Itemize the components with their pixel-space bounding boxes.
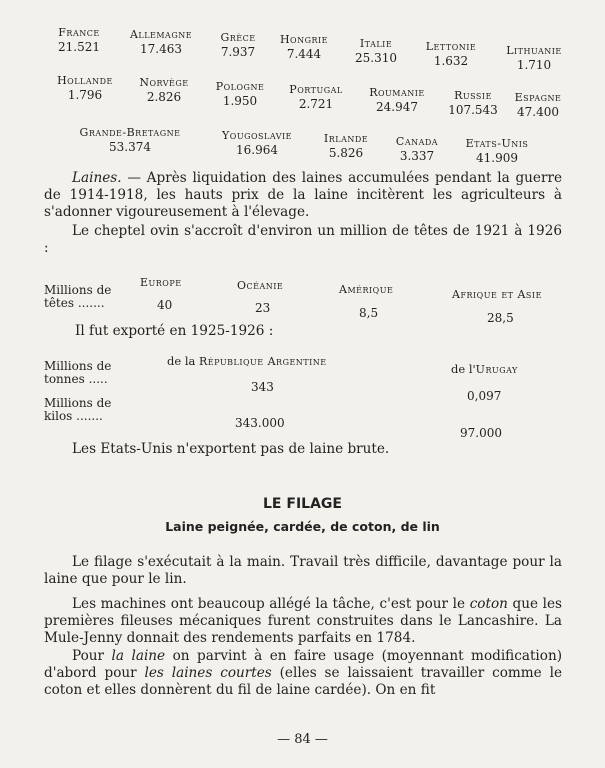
- cheptel-paragraph: Le cheptel ovin s'accroît d'environ un million de têtes de 1921 à 1926 :: [44, 223, 562, 256]
- country-cell: Grande-Bretagne 53.374: [79, 126, 181, 154]
- region-header: Océanie: [237, 279, 284, 292]
- country-cell: Grèce 7.937: [220, 31, 256, 59]
- country-cell: Lithuanie 1.710: [506, 44, 562, 72]
- region-value: 40: [157, 298, 173, 312]
- export-row1-argentine: 343: [251, 380, 274, 394]
- country-cell: Portugal 2.721: [289, 83, 343, 111]
- country-cell: Espagne 47.400: [514, 91, 562, 119]
- country-cell: France 21.521: [58, 26, 100, 54]
- page-number: — 84 —: [277, 732, 328, 747]
- filage-paragraph-2: Les machines ont beaucoup allégé la tâche, c'est pour le coton que les premières fileuses mécaniques furent construites dans le Lancashire. La Mule-Jenny donnait des rendements parfaits en 1784.: [44, 596, 562, 646]
- section-subtitle: Laine peignée, cardée, de coton, de lin: [165, 519, 440, 534]
- filage-paragraph-1: Le filage s'exécutait à la main. Travail très difficile, davantage pour la laine que pour le lin.: [44, 554, 562, 587]
- country-cell: Yougoslavie 16.964: [222, 129, 292, 157]
- export-note: Les Etats-Unis n'exportent pas de laine brute.: [72, 441, 390, 457]
- export-row1-urugay: 0,097: [467, 389, 502, 403]
- export-row2-label: Millions de kilos .......: [44, 396, 112, 423]
- country-cell: Lettonie 1.632: [425, 40, 477, 68]
- cheptel-label: Millions de têtes .......: [44, 283, 112, 310]
- laines-heading: Laines.: [72, 170, 122, 186]
- export-row2-argentine: 343.000: [235, 416, 285, 430]
- filage-paragraph-3: Pour la laine on parvint à en faire usage (moyennant modification) d'abord pour les laines courtes (elles se laissaient travailler comme le coton et elles donnèrent du fil de laine cardée). On en fit: [44, 648, 563, 698]
- export-row1-label: Millions de tonnes .....: [44, 359, 112, 386]
- country-cell: Russie 107.543: [448, 89, 498, 117]
- country-cell: Hongrie 7.444: [279, 33, 329, 61]
- country-cell: Allemagne 17.463: [129, 28, 193, 56]
- export-row2-urugay: 97.000: [460, 426, 502, 440]
- country-cell: Irlande 5.826: [323, 132, 369, 160]
- export-intro: Il fut exporté en 1925-1926 :: [75, 323, 274, 339]
- region-header: Afrique et Asie: [452, 288, 542, 301]
- laines-paragraph: Laines. — Après liquidation des laines accumulées pendant la guerre de 1914-1918, les hauts prix de la laine incitèrent les agriculteurs à s'adonner vigoureusement à l'élevage.: [44, 170, 562, 220]
- country-cell: Pologne 1.950: [215, 80, 265, 108]
- region-header: Amérique: [339, 283, 394, 296]
- region-value: 28,5: [487, 311, 514, 325]
- country-cell: Italie 25.310: [355, 37, 397, 65]
- country-cell: Roumanie 24.947: [369, 86, 425, 114]
- region-value: 23: [255, 301, 271, 315]
- export-col-urugay: de l'Urugay: [451, 362, 518, 376]
- country-cell: Etats-Unis 41.909: [465, 137, 529, 165]
- section-title: LE FILAGE: [263, 496, 342, 512]
- country-cell: Canada 3.337: [395, 135, 439, 163]
- region-header: Europe: [140, 276, 182, 289]
- country-cell: Hollande 1.796: [57, 74, 113, 102]
- country-cell: Norvège 2.826: [139, 76, 189, 104]
- export-col-argentine: de la République Argentine: [167, 354, 327, 368]
- region-value: 8,5: [359, 306, 379, 320]
